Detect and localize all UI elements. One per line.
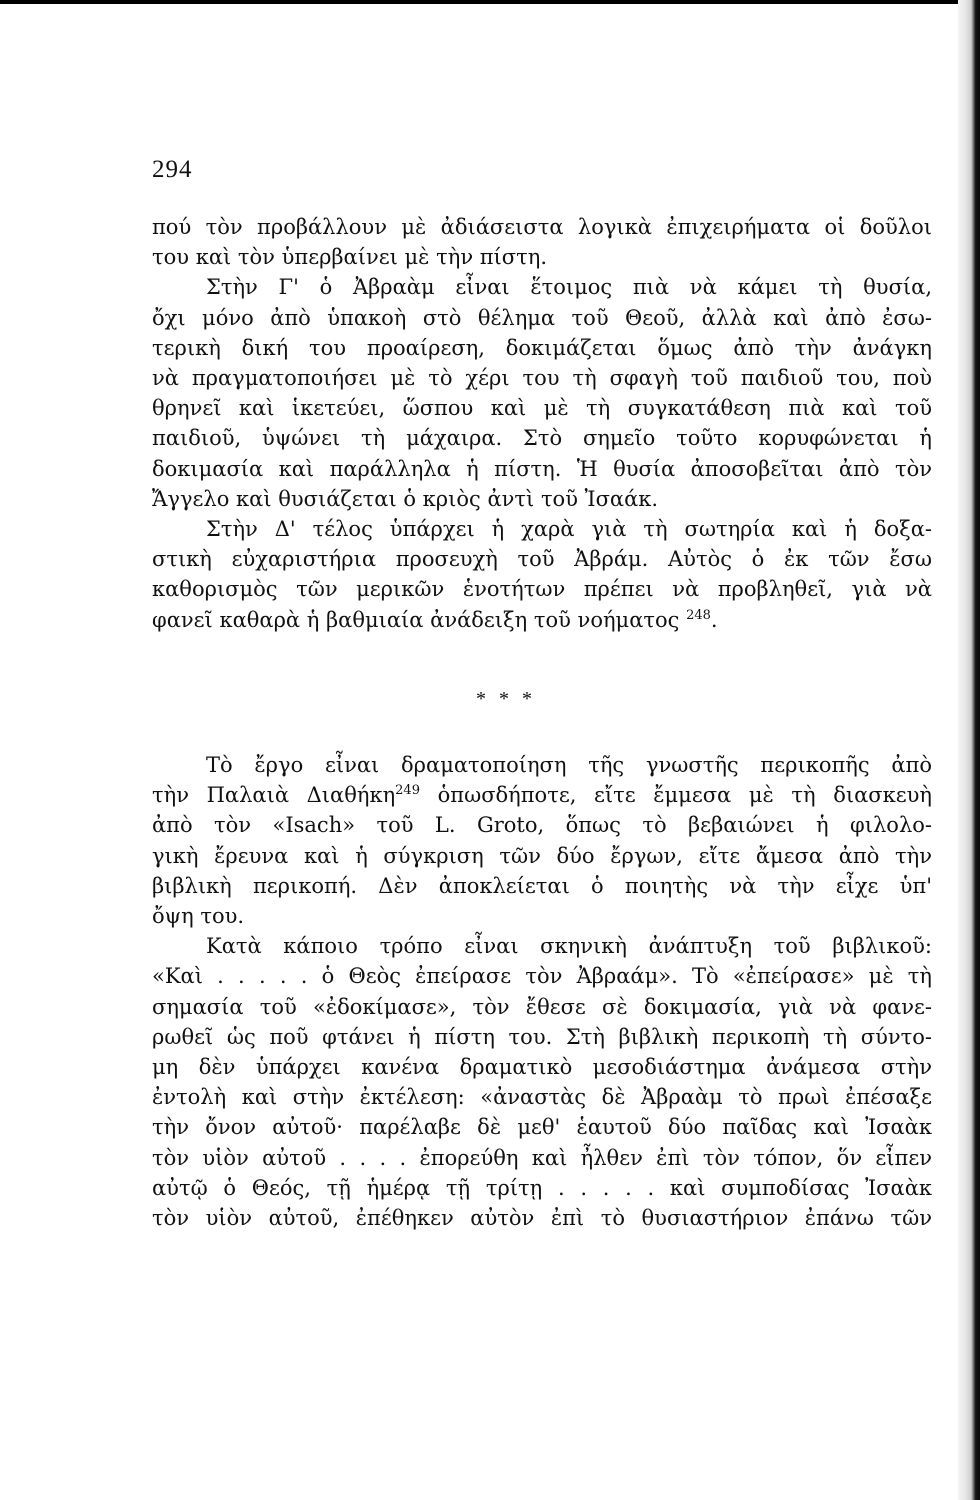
text-section-1 bbox=[152, 212, 932, 635]
text-line: ἐντολὴ καὶ στὴν ἐκτέλεση: «ἀναστὰς δὲ Ἀβραὰμ τὸ πρωὶ ἐπέσαξε bbox=[152, 1085, 932, 1110]
text-line: «Καὶ . . . . . ὁ Θεὸς ἐπείρασε τὸν Ἀβραάμ». Τὸ «ἐπείρασε» μὲ τὴ bbox=[152, 964, 932, 989]
paragraph-line bbox=[152, 961, 932, 991]
right-scan-edge bbox=[958, 0, 980, 1500]
footnote-ref-249[interactable]: 249 bbox=[395, 783, 420, 799]
page-number: 294 bbox=[152, 156, 193, 183]
paragraph bbox=[152, 212, 932, 242]
text-line: ἀπὸ τὸν «Isach» τοῦ L. Groto, ὅπως τὸ βεβαιώνει ἡ φιλολο- bbox=[152, 813, 932, 838]
text-line: ὄψη του. bbox=[152, 904, 245, 929]
paragraph-line bbox=[152, 454, 932, 484]
paragraph bbox=[152, 931, 932, 961]
text-line: στικὴ εὐχαριστήρια προσευχὴ τοῦ Ἀβράμ. Αὐτὸς ὁ ἐκ τῶν ἔσω bbox=[152, 547, 932, 572]
text-line: δοκιμασία καὶ παράλληλα ἡ πίστη. Ἡ θυσία ἀποσοβεῖται ἀπὸ τὸν bbox=[152, 456, 932, 481]
text-line: τερικὴ δική του προαίρεση, δοκιμάζεται ὅμως ἀπὸ τὴν ἀνάγκη bbox=[152, 335, 932, 360]
text-line: φανεῖ καθαρὰ ἡ βαθμιαία ἀνάδειξη τοῦ νοήματος bbox=[152, 607, 680, 632]
text-line: καθορισμὸς τῶν μερικῶν ἑνοτήτων πρέπει νὰ προβληθεῖ, γιὰ νὰ bbox=[152, 577, 932, 602]
paragraph-line bbox=[152, 484, 932, 514]
text-line: Στὴν Γ' ὁ Ἀβραὰμ εἶναι ἕτοιμος πιὰ νὰ κάμει τὴ θυσία, bbox=[206, 275, 932, 300]
paragraph-line bbox=[152, 393, 932, 423]
paragraph-line bbox=[152, 1022, 932, 1052]
text-line: ὁπωσδήποτε, εἴτε ἔμμεσα μὲ τὴ διασκευὴ bbox=[419, 783, 932, 808]
text-line: Ἄγγελο καὶ θυσιάζεται ὁ κριὸς ἀντὶ τοῦ Ἰσαάκ. bbox=[152, 486, 659, 511]
text-line: ὄχι μόνο ἀπὸ ὑπακοὴ στὸ θέλημα τοῦ Θεοῦ, ἀλλὰ καὶ ἀπὸ ἐσω- bbox=[152, 305, 932, 330]
paragraph bbox=[152, 750, 932, 780]
paragraph-line bbox=[152, 1082, 932, 1112]
text-section-2 bbox=[152, 750, 932, 1233]
text-line: του καὶ τὸν ὑπερβαίνει μὲ τὴν πίστη. bbox=[152, 245, 548, 270]
text-line: σημασία τοῦ «ἐδοκίμασε», τὸν ἔθεσε σὲ δοκιμασία, γιὰ νὰ φανε- bbox=[152, 994, 932, 1019]
text-line: τὸν υἱὸν αὐτοῦ, ἐπέθηκεν αὐτὸν ἐπὶ τὸ θυσιαστήριον ἐπάνω τῶν bbox=[152, 1206, 932, 1231]
text-line: γικὴ ἔρευνα καὶ ἡ σύγκριση τῶν δύο ἔργων, εἴτε ἄμεσα ἀπὸ τὴν bbox=[152, 843, 932, 868]
text-line: τὴν Παλαιὰ Διαθήκη bbox=[152, 783, 396, 808]
text-line: πού τὸν προβάλλουν μὲ ἀδιάσειστα λογικὰ ἐπιχειρήματα οἱ δοῦλοι bbox=[152, 215, 932, 239]
text-line: παιδιοῦ, ὑψώνει τὴ μάχαιρα. Στὸ σημεῖο τοῦτο κορυφώνεται ἡ bbox=[152, 426, 932, 451]
paragraph-line bbox=[152, 871, 932, 901]
text-line: τὸν υἱὸν αὐτοῦ . . . . ἐπορεύθη καὶ ἦλθεν ἐπὶ τὸν τόπον, ὅν εἶπεν bbox=[152, 1145, 932, 1170]
paragraph-line bbox=[152, 1052, 932, 1082]
text-line: Κατὰ κάποιο τρόπο εἶναι σκηνικὴ ἀνάπτυξη τοῦ βιβλικοῦ: bbox=[206, 934, 932, 959]
paragraph-line bbox=[152, 810, 932, 840]
paragraph-line bbox=[152, 1112, 932, 1142]
paragraph-line bbox=[152, 992, 932, 1022]
paragraph bbox=[152, 242, 932, 272]
top-scan-border bbox=[0, 0, 980, 4]
paragraph-line bbox=[152, 901, 932, 931]
period: . bbox=[710, 607, 718, 632]
paragraph-line bbox=[152, 1203, 932, 1233]
paragraph bbox=[152, 514, 932, 544]
text-line: τὴν ὄνον αὐτοῦ· παρέλαβε δὲ μεθ' ἑαυτοῦ δύο παῖδας καὶ Ἰσαὰκ bbox=[152, 1115, 932, 1140]
paragraph-line bbox=[152, 333, 932, 363]
paragraph-line bbox=[152, 780, 932, 810]
section-divider: * * * bbox=[476, 688, 536, 710]
text-line: βιβλικὴ περικοπή. Δὲν ἀποκλείεται ὁ ποιητὴς νὰ τὴν εἶχε ὑπ' bbox=[152, 873, 932, 898]
text-line: μη δὲν ὑπάρχει κανένα δραματικὸ μεσοδιάστημα ἀνάμεσα στὴν bbox=[152, 1055, 932, 1080]
footnote-ref-248[interactable]: 248 bbox=[686, 607, 711, 623]
paragraph-line bbox=[152, 544, 932, 574]
text-line: νὰ πραγματοποιήσει μὲ τὸ χέρι του τὴ σφαγὴ τοῦ παιδιοῦ του, ποὺ bbox=[152, 366, 932, 391]
paragraph bbox=[152, 272, 932, 302]
text-line: ρωθεῖ ὡς ποῦ φτάνει ἡ πίστη του. Στὴ βιβλικὴ περικοπὴ τὴ σύντο- bbox=[152, 1024, 932, 1049]
paragraph-line bbox=[152, 1173, 932, 1203]
paragraph-line bbox=[152, 303, 932, 333]
paragraph-line bbox=[152, 574, 932, 604]
paragraph-line bbox=[152, 363, 932, 393]
text-line: Στὴν Δ' τέλος ὑπάρχει ἡ χαρὰ γιὰ τὴ σωτηρία καὶ ἡ δοξα- bbox=[206, 517, 932, 542]
text-line: αὐτῷ ὁ Θεός, τῇ ἡμέρᾳ τῇ τρίτῃ . . . . . καὶ συμποδίσας Ἰσαὰκ bbox=[152, 1175, 932, 1200]
paragraph-line bbox=[152, 841, 932, 871]
text-line: Τὸ ἔργο εἶναι δραματοποίηση τῆς γνωστῆς περικοπῆς ἀπὸ bbox=[206, 753, 932, 777]
text-line: θρηνεῖ καὶ ἱκετεύει, ὥσπου καὶ μὲ τὴ συγκατάθεση πιὰ καὶ τοῦ bbox=[152, 396, 932, 421]
paragraph-line bbox=[152, 423, 932, 453]
paragraph-line bbox=[152, 605, 932, 635]
paragraph-line bbox=[152, 1143, 932, 1173]
